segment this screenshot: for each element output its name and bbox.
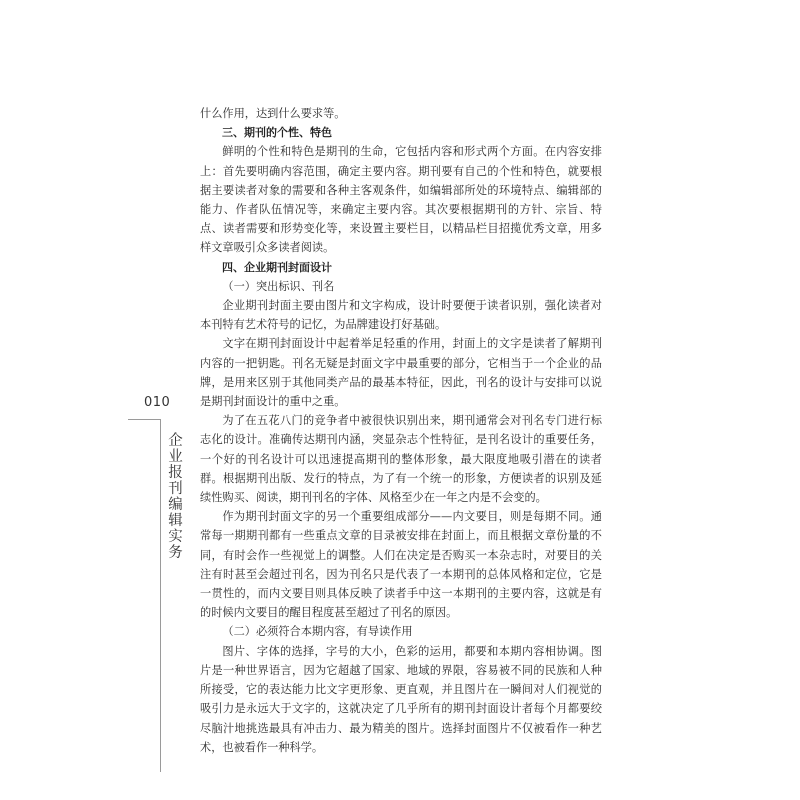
page-number: 010 [144,395,171,410]
subsection-heading-1: （一）突出标识、刊名 [222,279,335,293]
margin-rule-vertical [160,420,161,772]
paragraph: 鲜明的个性和特色是期刊的生命，它包括内容和形式两个方面。在内容安排上：首先要明确内容范围，确定主要内容。期刊要有自己的个性和特色，就要根据主要读者对象的需要和各种主客观条件，如编辑部所处的环境特点、编辑部的能力、作者队伍情况等，来确定主要内容。其次要根据期刊的方针、宗旨、特点、读者需要和形势变化等，来设置主要栏目，以精品栏目招揽优秀文章，用多样文章吸引众多读者阅读。 [200,145,602,255]
paragraph: 企业期刊封面主要由图片和文字构成，设计时要便于读者识别，强化读者对本刊特有艺术符号的记忆，为品牌建设打好基础。 [200,299,602,332]
paragraph: 文字在期刊封面设计中起着举足轻重的作用，封面上的文字是读者了解期刊内容的一把钥匙。刊名无疑是封面文字中最重要的部分，它相当于一个企业的品牌，是用来区别于其他同类产品的最基本特征，因此，刊名的设计与安排可以说是期刊封面设计的重中之重。 [200,337,602,409]
section-heading-3: 三、期刊的个性、特色 [222,126,332,140]
paragraph: 作为期刊封面文字的另一个重要组成部分——内文要目，则是每期不同。通常每一期期刊都有一些重点文章的目录被安排在封面上，而且根据文章份量的不同，有时会作一些视觉上的调整。人们在决定是否购买一本杂志时，对要目的关注有时甚至会超过刊名，因为刊名只是代表了一本期刊的总体风格和定位，它是一贯性的，而内文要目则具体反映了读者手中这一本期刊的主要内容，这就是有的时候内文要目的醒目程度甚至超过了刊名的原因。 [200,510,602,620]
running-book-title: 企业报刊编辑实务 [166,432,182,560]
paragraph: 为了在五花八门的竞争者中被很快识别出来，期刊通常会对刊名专门进行标志化的设计。准确传达期刊内涵，突显杂志个性特征，是刊名设计的重要任务，一个好的刊名设计可以迅速提高期刊的整体形象，最大限度地吸引潜在的读者群。根据期刊出版、发行的特点，为了有一个统一的形象，方便读者的识别及延续性购买、阅读，期刊刊名的字体、风格至少在一年之内是不会变的。 [200,414,602,505]
body-text [200,104,602,757]
paragraph-continuation: 什么作用，达到什么要求等。 [200,107,346,120]
margin-rule-horizontal [128,419,161,420]
paragraph: 图片、字体的选择，字号的大小，色彩的运用，都要和本期内容相协调。图片是一种世界语言，因为它超越了国家、地域的界限，容易被不同的民族和人种所接受，它的表达能力比文字更形象、更直观，并且图片在一瞬间对人们视觉的吸引力是永远大于文字的，这就决定了几乎所有的期刊封面设计者每个月都要绞尽脑汁地挑选最具有冲击力、最为精美的图片。选择封面图片不仅被看作一种艺术，也被看作一种科学。 [200,644,602,754]
subsection-heading-2: （二）必须符合本期内容，有导读作用 [222,625,413,639]
section-heading-4: 四、企业期刊封面设计 [222,260,332,274]
